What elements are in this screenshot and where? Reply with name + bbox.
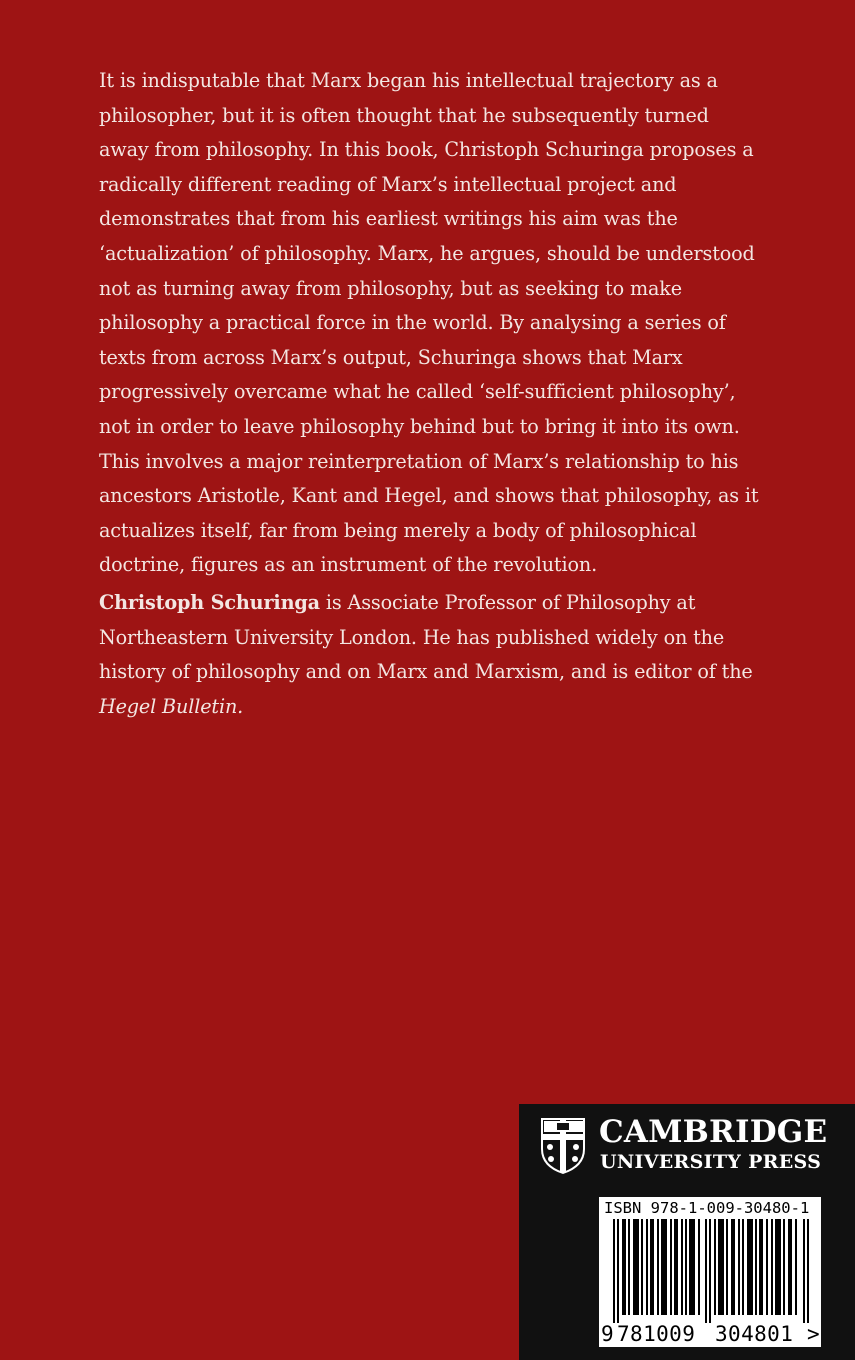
cambridge-crest-icon (540, 1117, 586, 1175)
book-description (99, 64, 764, 583)
journal-title: Hegel Bulletin. (99, 694, 244, 718)
isbn-label: ISBN 978-1-009-30480-1 (604, 1199, 810, 1217)
author-name: Christoph Schuringa (99, 591, 320, 614)
barcode-digit-first: 9 (601, 1322, 614, 1346)
publisher-subtitle: UNIVERSITY PRESS (600, 1151, 822, 1173)
barcode-digits-left: 781009 (617, 1322, 696, 1346)
publisher-name: CAMBRIDGE (599, 1114, 828, 1150)
barcode-digits-right: 304801 (715, 1322, 794, 1346)
barcode-quiet-zone-marker: > (807, 1322, 820, 1346)
author-bio-text: is Associate Professor of Philosophy at Northeastern University London. He has published widely on the history of philosophy and on Marx and Marxism, and is editor of the (99, 591, 753, 684)
barcode-digits (599, 1322, 821, 1346)
barcode-bars (613, 1219, 809, 1323)
isbn-barcode (599, 1197, 821, 1347)
author-bio (99, 586, 764, 724)
publisher-panel (519, 1104, 855, 1360)
author-bio-paragraph (99, 586, 764, 724)
description-paragraph: It is indisputable that Marx began his intellectual trajectory as a philosopher, but it is often thought that he subsequently turned away from philosophy. In this book, Christoph Schuringa proposes a radically different reading of Marx’s intellectual project and demonstrates that from his earliest writings his aim was the ‘actualization’ of philosophy. Marx, he argues, should be understood not as turning away from philosophy, but as seeking to make philosophy a practical force in the world. By analysing a series of texts from across Marx’s output, Schuringa shows that Marx progressively overcame what he called ‘self-sufficient philosophy’, not in order to leave philosophy behind but to bring it into its own. This involves a major reinterpretation of Marx’s relationship to his ancestors Aristotle, Kant and Hegel, and shows that philosophy, as it actualizes itself, far from being merely a body of philosophical doctrine, figures as an instrument of the revolution. (99, 69, 759, 577)
